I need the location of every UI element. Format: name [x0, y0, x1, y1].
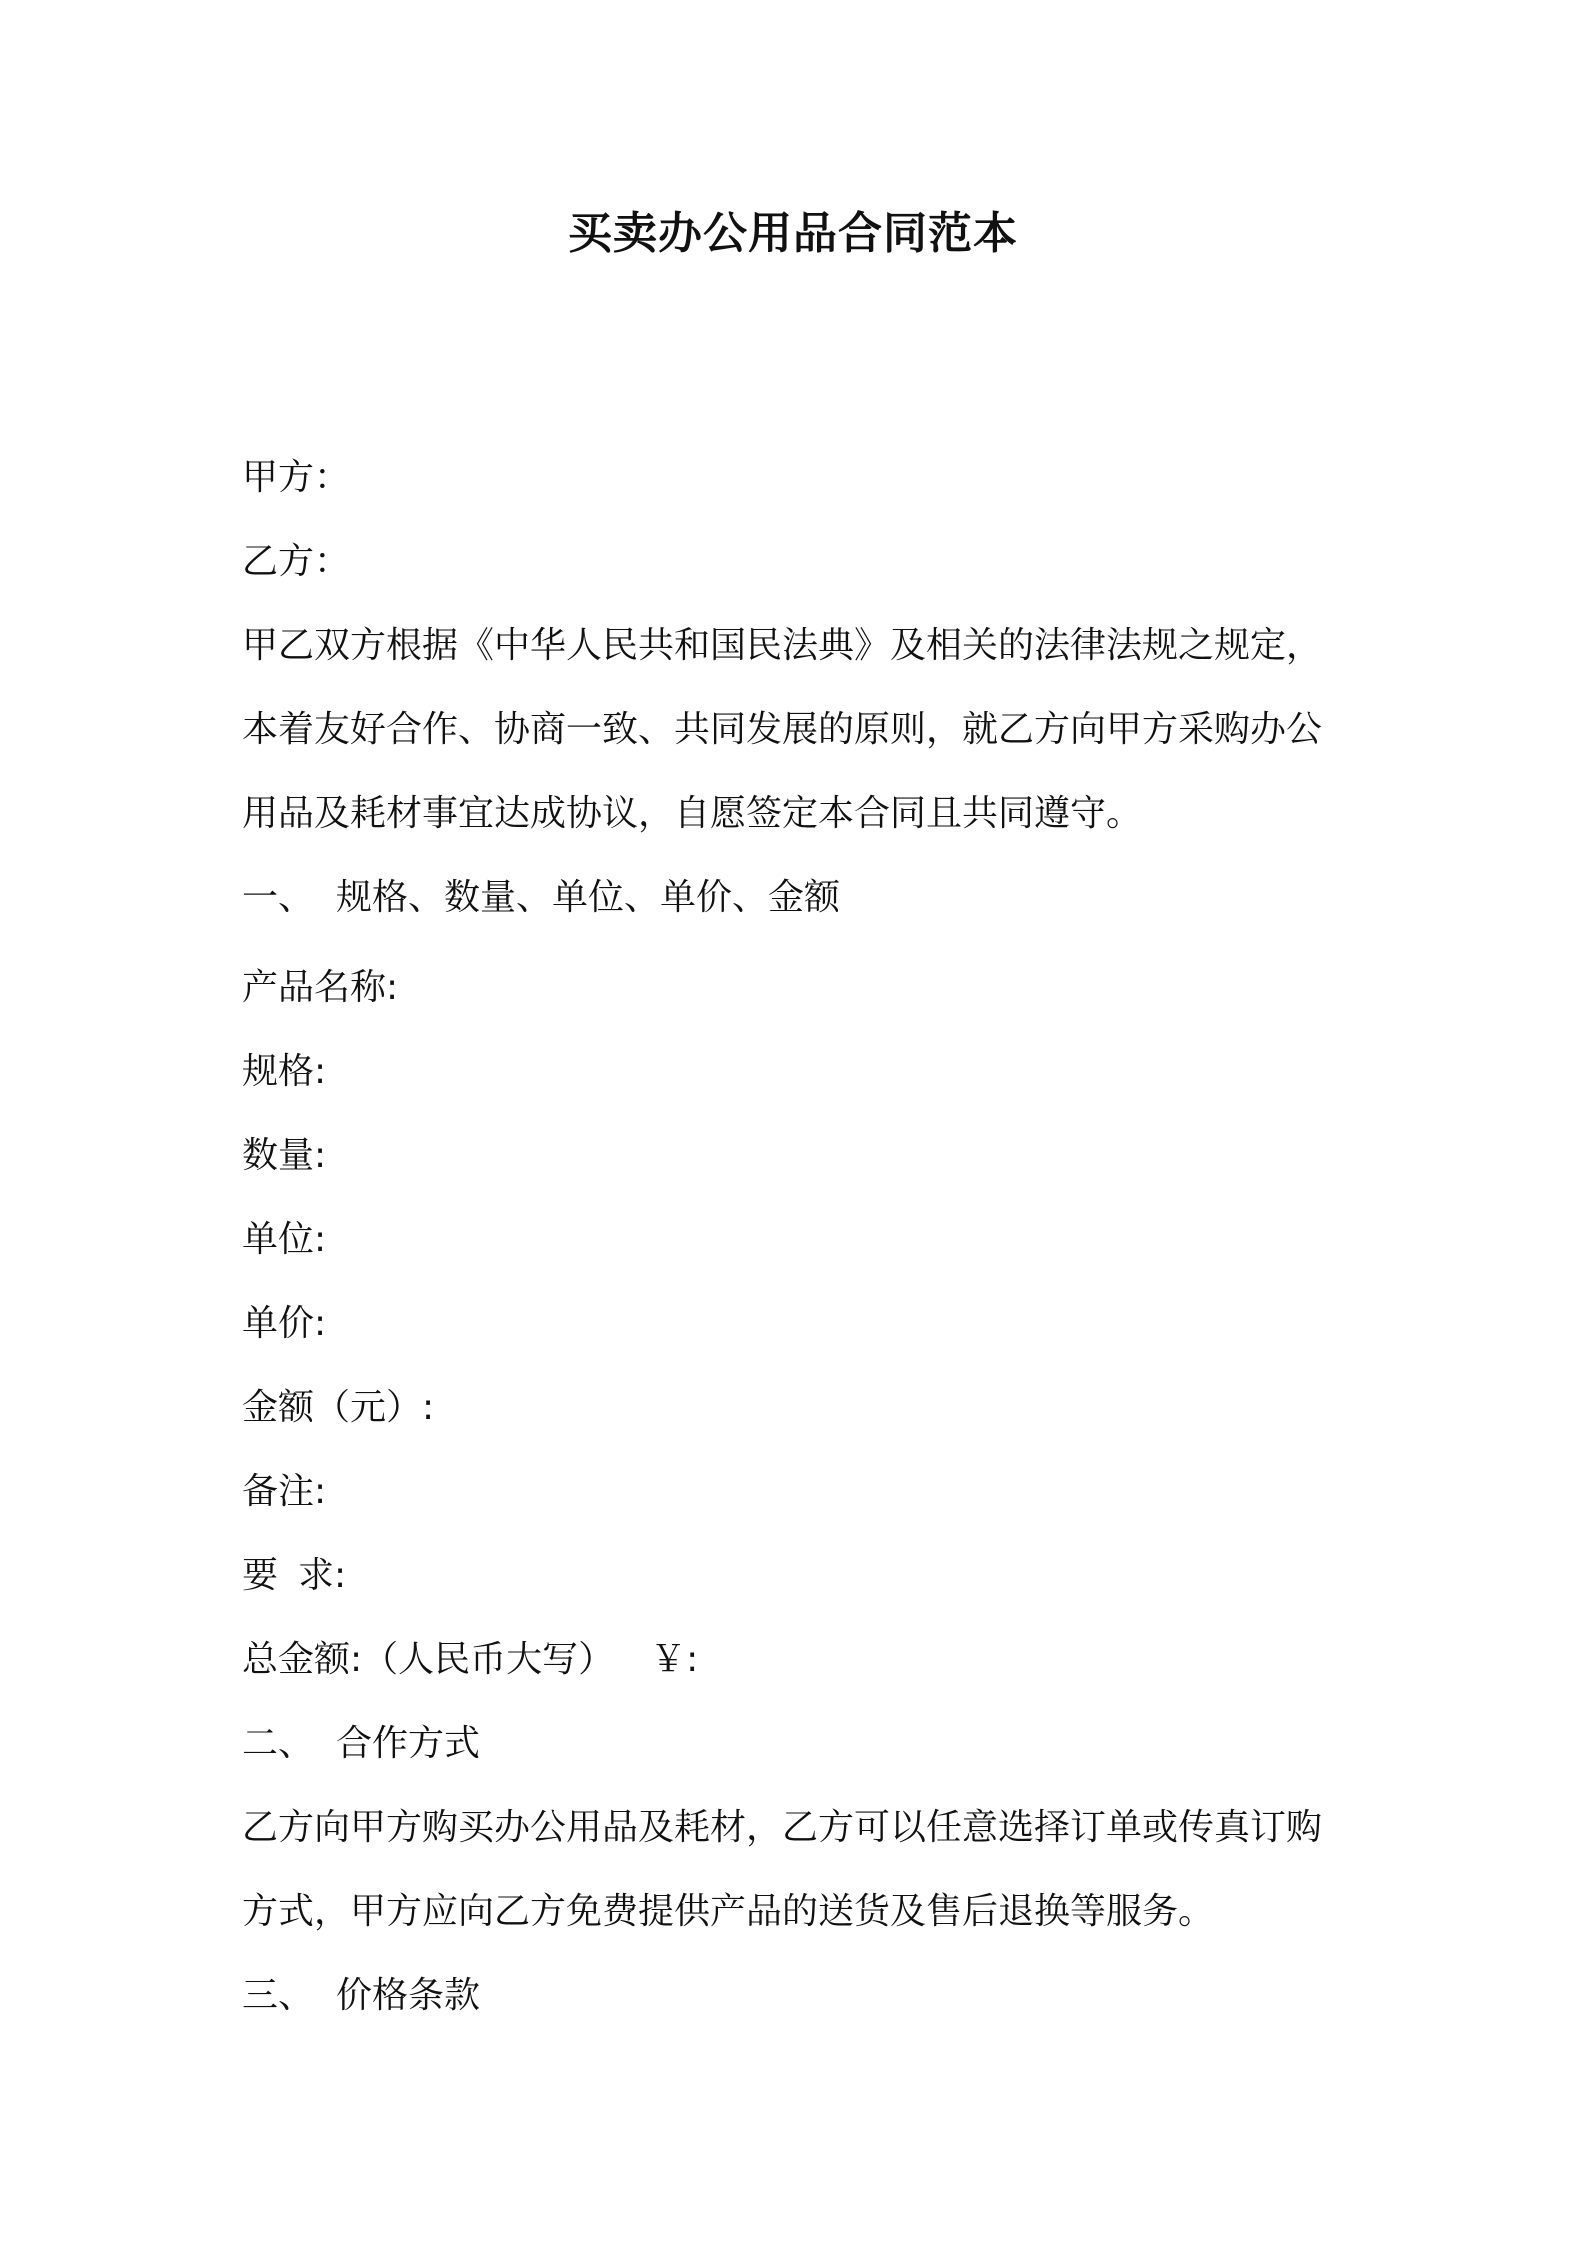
section-2-body-line-2: 方式，甲方应向乙方免费提供产品的送货及售后退换等服务。 [242, 1891, 1215, 1932]
party-b-label: 乙方： [242, 541, 351, 582]
section-2-title: 合作方式 [336, 1723, 481, 1764]
party-a-label: 甲方： [242, 457, 351, 498]
field-requirement [242, 1552, 346, 1600]
field-unit-price: 单价: [242, 1303, 327, 1344]
document-title: 买卖办公用品合同范本 [568, 208, 1018, 259]
intro-line-3: 用品及耗材事宜达成协议，自愿签定本合同且共同遵守。 [242, 793, 1143, 834]
field-total-currency: ￥: [650, 1639, 699, 1680]
section-3-number: 三、 [242, 1975, 315, 2016]
field-quantity: 数量: [242, 1135, 327, 1176]
section-1-heading [242, 874, 840, 922]
field-amount: 金额（元）: [242, 1387, 435, 1428]
field-unit: 单位: [242, 1219, 327, 1260]
field-requirement-rest: 求: [298, 1555, 347, 1596]
section-2-heading [242, 1720, 480, 1768]
section-1-title: 规格、数量、单位、单价、金额 [336, 877, 841, 918]
field-spec: 规格: [242, 1051, 327, 1092]
section-3-title: 价格条款 [336, 1975, 481, 2016]
section-1-number: 一、 [242, 877, 315, 918]
field-requirement-char: 要 [242, 1555, 279, 1596]
intro-line-2: 本着友好合作、协商一致、共同发展的原则，就乙方向甲方采购办公 [242, 709, 1323, 750]
section-3-heading [242, 1972, 480, 2020]
section-2-number: 二、 [242, 1723, 315, 1764]
section-2-body-line-1: 乙方向甲方购买办公用品及耗材，乙方可以任意选择订单或传真订购 [242, 1807, 1323, 1848]
field-total-amount [242, 1636, 698, 1684]
field-remark: 备注: [242, 1471, 327, 1512]
field-total-label: 总金额:（人民币大写） [242, 1639, 615, 1680]
field-product-name: 产品名称: [242, 967, 399, 1008]
intro-line-1: 甲乙双方根据《中华人民共和国民法典》及相关的法律法规之规定， [242, 625, 1323, 666]
